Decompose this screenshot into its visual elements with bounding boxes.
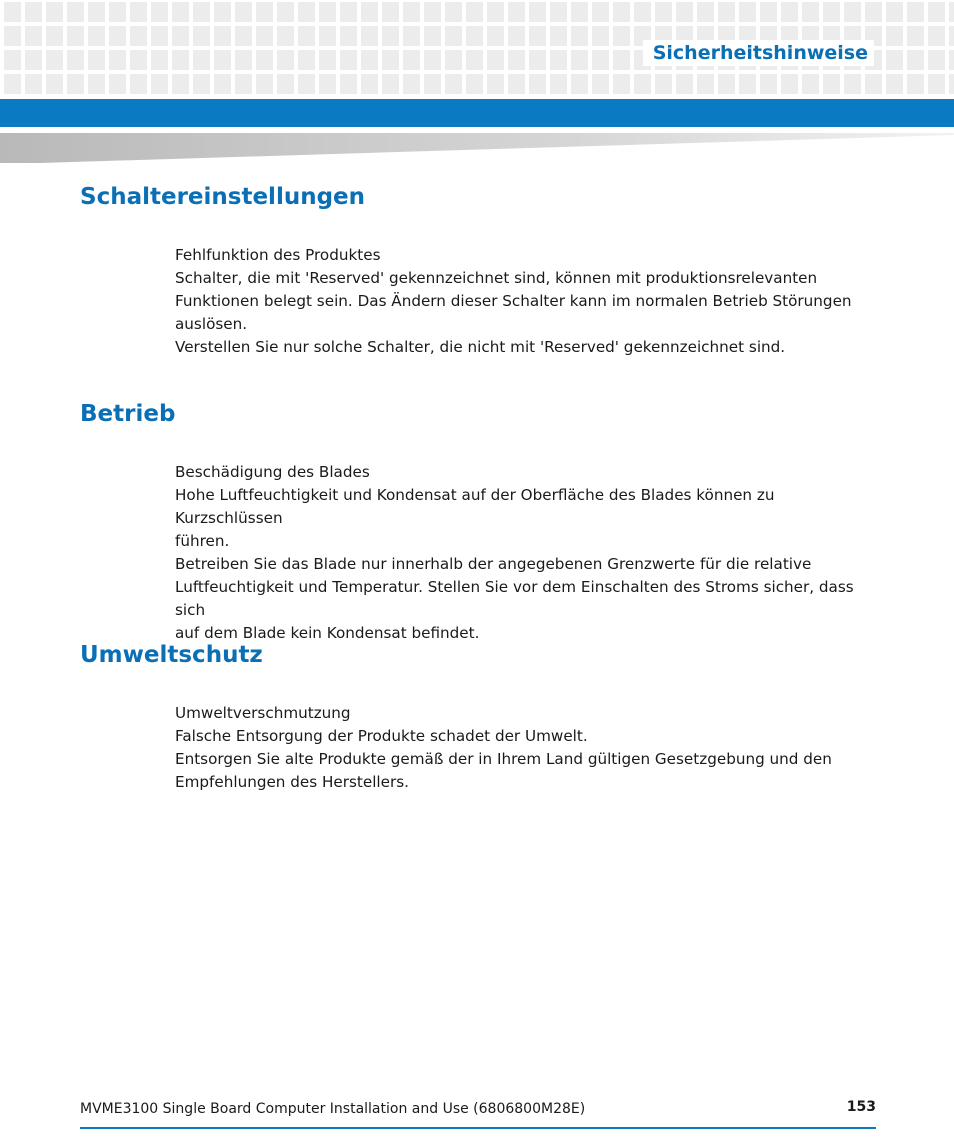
header-blue-band bbox=[0, 99, 954, 127]
body-line: Empfehlungen des Herstellers. bbox=[175, 773, 409, 791]
chapter-title: Sicherheitshinweise bbox=[643, 40, 874, 66]
body-line: Hohe Luftfeuchtigkeit und Kondensat auf der Oberfläche des Blades können zu Kurzschlüssen bbox=[175, 486, 775, 527]
body-line: auf dem Blade kein Kondensat befindet. bbox=[175, 624, 480, 642]
body-line: Falsche Entsorgung der Produkte schadet der Umwelt. bbox=[175, 727, 588, 745]
section-heading-umweltschutz: Umweltschutz bbox=[80, 642, 263, 668]
page-number: 153 bbox=[846, 1099, 876, 1115]
footer-document-title: MVME3100 Single Board Computer Installation and Use (6806800M28E) bbox=[80, 1101, 586, 1117]
section-body-betrieb bbox=[175, 461, 885, 645]
body-line: Schalter, die mit 'Reserved' gekennzeichnet sind, können mit produktionsrelevanten bbox=[175, 269, 818, 287]
body-line: Fehlfunktion des Produktes bbox=[175, 246, 381, 264]
body-line: auslösen. bbox=[175, 315, 248, 333]
footer-rule bbox=[80, 1127, 876, 1129]
section-heading-schaltereinstellungen: Schaltereinstellungen bbox=[80, 184, 366, 210]
body-line: Verstellen Sie nur solche Schalter, die nicht mit 'Reserved' gekennzeichnet sind. bbox=[175, 338, 786, 356]
section-body-umweltschutz bbox=[175, 702, 885, 794]
section-body-schaltereinstellungen bbox=[175, 244, 885, 359]
header-gray-swoosh bbox=[0, 133, 954, 163]
body-line: Umweltverschmutzung bbox=[175, 704, 351, 722]
body-line: Beschädigung des Blades bbox=[175, 463, 370, 481]
body-line: Betreiben Sie das Blade nur innerhalb der angegebenen Grenzwerte für die relative bbox=[175, 555, 812, 573]
body-line: Luftfeuchtigkeit und Temperatur. Stellen Sie vor dem Einschalten des Stroms sicher, dass sich bbox=[175, 578, 854, 619]
body-line: Funktionen belegt sein. Das Ändern dieser Schalter kann im normalen Betrieb Störungen bbox=[175, 292, 852, 310]
section-heading-betrieb: Betrieb bbox=[80, 401, 176, 427]
body-line: Entsorgen Sie alte Produkte gemäß der in Ihrem Land gültigen Gesetzgebung und den bbox=[175, 750, 832, 768]
body-line: führen. bbox=[175, 532, 230, 550]
